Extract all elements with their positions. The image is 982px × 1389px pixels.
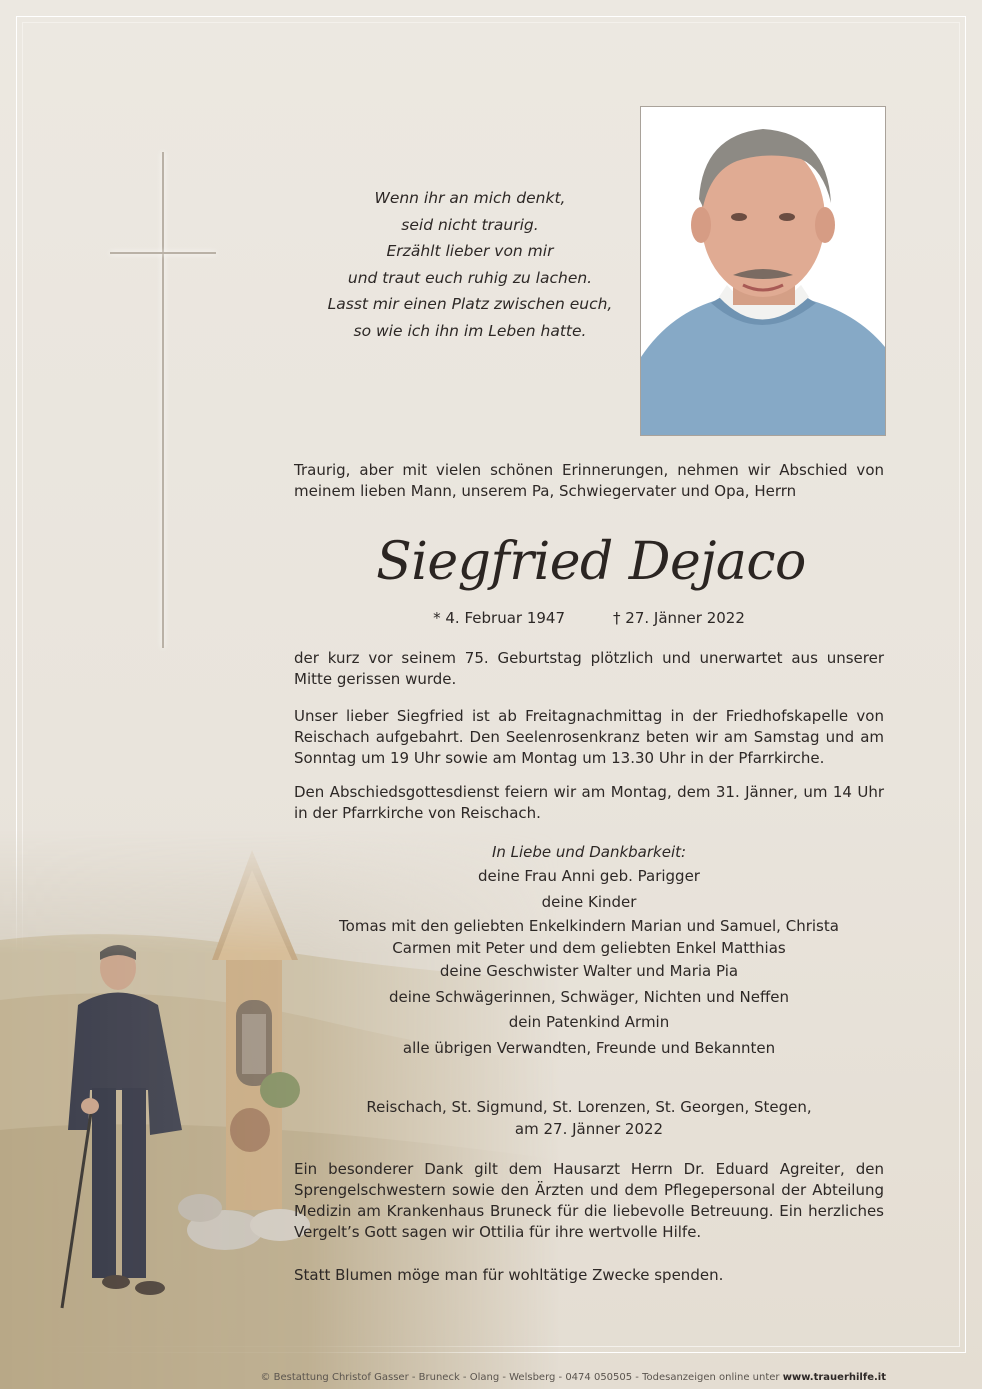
poem-line: so wie ich ihn im Leben hatte. (353, 321, 587, 340)
paragraph-rosary: Unser lieber Siegfried ist ab Freitagnachmittag in der Friedhofskapelle von Reischach aufgebahrt. Den Seelenrosenkranz beten wir am Samstag und am Sonntag um 19 Uhr sowie am Montag um 13.30 Uhr in der Pfarrkirche. (294, 707, 884, 767)
footer (0, 1372, 982, 1383)
family-line: Carmen mit Peter und dem geliebten Enkel Matthias (392, 939, 786, 957)
poem (300, 185, 640, 344)
poem-line: seid nicht traurig. (401, 215, 539, 234)
family-line: deine Geschwister Walter und Maria Pia (439, 962, 739, 980)
family-line: Tomas mit den geliebten Enkelkindern Marian und Samuel, Christa (339, 917, 839, 935)
poem-line: Erzählt lieber von mir (386, 242, 554, 260)
death-date: † 27. Jänner 2022 (613, 609, 745, 627)
place-line: Reischach, St. Sigmund, St. Lorenzen, St. Georgen, Stegen, (366, 1098, 812, 1116)
portrait-photo (640, 106, 886, 436)
paragraph-passing: der kurz vor seinem 75. Geburtstag plötzlich und unerwartet aus unserer Mitte gerissen wurde. (294, 649, 884, 688)
paragraph-thanks: Ein besonderer Dank gilt dem Hausarzt Herrn Dr. Eduard Agreiter, den Sprengelschwestern sowie den Ärzten und dem Pflegepersonal der Abteilung Medizin am Krankenhaus Bruneck für die liebevolle Betreuung. Ein herzliches Vergelt’s Gott sagen wir Ottilia für ihre wertvolle Hilfe. (294, 1160, 884, 1241)
birth-date: * 4. Februar 1947 (433, 609, 566, 627)
paragraph-funeral: Den Abschiedsgottesdienst feiern wir am Montag, dem 31. Jänner, um 14 Uhr in der Pfarrkirche von Reischach. (294, 783, 884, 822)
poem-line: Lasst mir einen Platz zwischen euch, (327, 295, 613, 313)
intro-text: Traurig, aber mit vielen schönen Erinnerungen, nehmen wir Abschied von meinem lieben Mann, unserem Pa, Schwiegervater und Opa, Herrn (294, 461, 884, 500)
family-line: deine Schwägerinnen, Schwäger, Nichten und Neffen (388, 987, 790, 1006)
paragraph-flowers: Statt Blumen möge man für wohltätige Zwecke spenden. (294, 1266, 724, 1284)
cross-icon (110, 152, 218, 648)
poem-line: Wenn ihr an mich denkt, (374, 189, 566, 207)
family-block (294, 840, 884, 1061)
life-dates (294, 609, 884, 627)
poem-line: und traut euch ruhig zu lachen. (347, 268, 593, 287)
family-line: alle übrigen Verwandten, Freunde und Bekannten (402, 1038, 776, 1057)
footer-link[interactable]: www.trauerhilfe.it (782, 1372, 886, 1383)
deceased-name: Siegfried Dejaco (376, 532, 806, 592)
family-heading: In Liebe und Dankbarkeit: (491, 843, 687, 861)
family-line: deine Kinder (541, 892, 637, 911)
place-date: am 27. Jänner 2022 (514, 1120, 664, 1138)
family-line: deine Frau Anni geb. Parigger (478, 867, 700, 885)
footer-text: © Bestattung Christof Gasser - Bruneck - Olang - Welsberg - 0474 050505 - Todesanzeigen online unter (260, 1372, 780, 1383)
family-line: dein Patenkind Armin (508, 1013, 670, 1031)
